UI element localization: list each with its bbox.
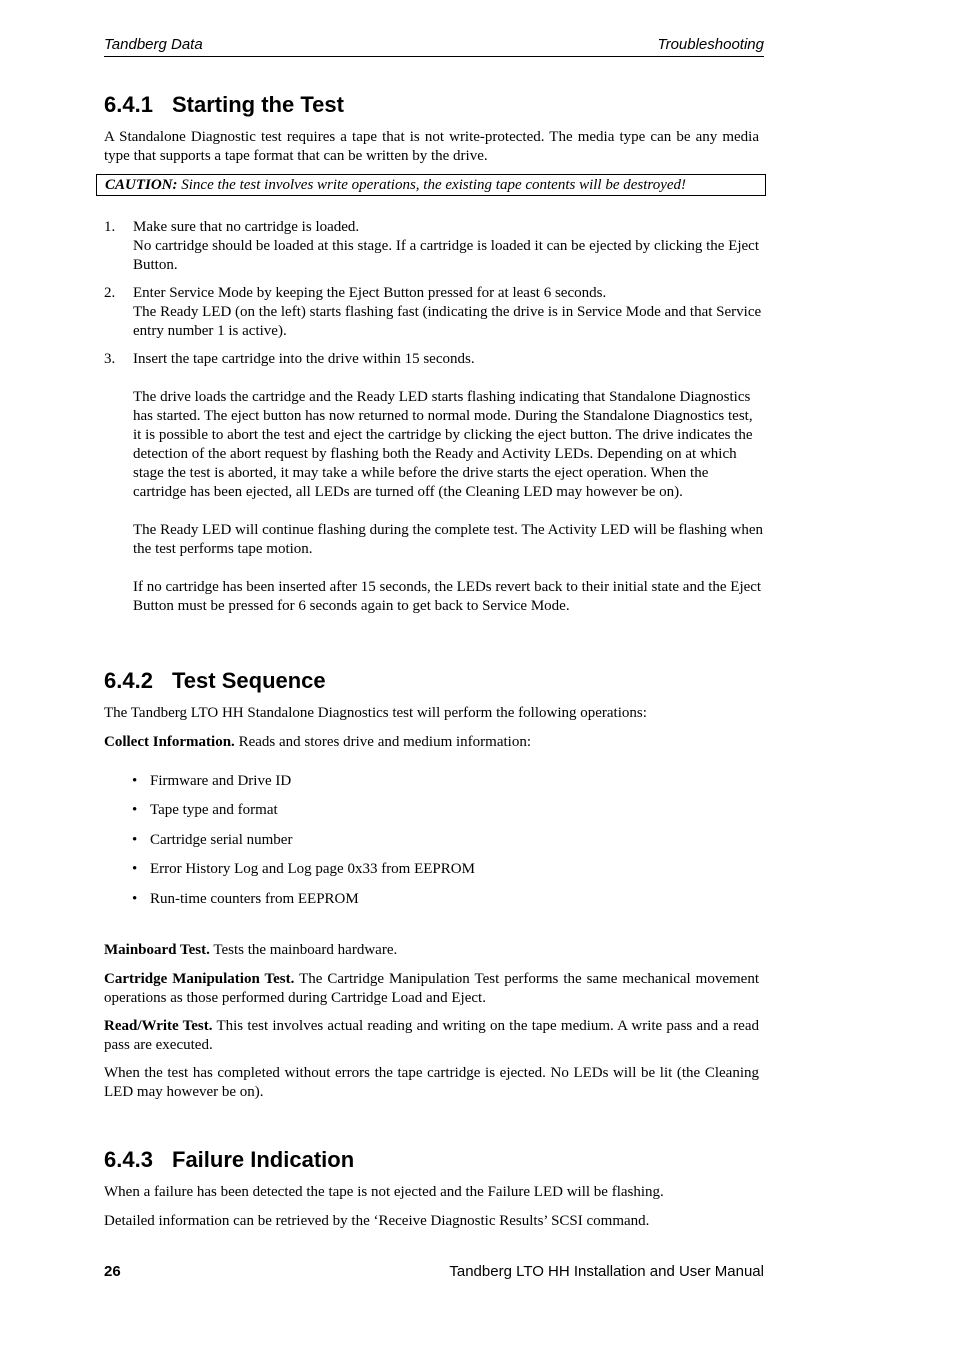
completion-paragraph: When the test has completed without errors the tape cartridge is ejected. No LEDs will be lit (the Cleaning LED may however be on). bbox=[104, 1065, 759, 1100]
step3-paragraph-3: If no cartridge has been inserted after 15 seconds, the LEDs revert back to their initial state and the Eject Button must be pressed for 6 seconds again to get back to Service Mode. bbox=[133, 579, 762, 614]
list-item-text: Tape type and format bbox=[150, 802, 278, 818]
section-heading-6-4-1 bbox=[104, 92, 344, 118]
mainboard-test-paragraph bbox=[104, 941, 759, 960]
list-item-text: Firmware and Drive ID bbox=[150, 773, 292, 789]
section-heading-6-4-2 bbox=[104, 668, 326, 694]
list-item-text: Run-time counters from EEPROM bbox=[150, 891, 359, 907]
failure-paragraph-1: When a failure has been detected the tape is not ejected and the Failure LED will be flashing. bbox=[104, 1184, 664, 1200]
bullet-icon: • bbox=[132, 861, 138, 877]
page-footer bbox=[104, 1263, 764, 1283]
section-number: 6.4.3 bbox=[104, 1147, 153, 1172]
footer-manual-title: Tandberg LTO HH Installation and User Manual bbox=[449, 1263, 764, 1280]
section-heading-6-4-3 bbox=[104, 1147, 354, 1173]
step-line: Make sure that no cartridge is loaded. bbox=[133, 219, 360, 235]
mainboard-label: Mainboard Test. bbox=[104, 942, 210, 958]
step-line: Enter Service Mode by keeping the Eject Button pressed for at least 6 seconds. bbox=[133, 285, 607, 301]
collect-text: Reads and stores drive and medium information: bbox=[234, 734, 531, 750]
caution-text: Since the test involves write operations, the existing tape contents will be destroyed! bbox=[177, 177, 687, 193]
cartridge-text: The Cartridge Manipulation Test performs the same mechanical movement operations as those performed during Cartridge Load and Eject. bbox=[104, 971, 759, 1006]
section-number: 6.4.1 bbox=[104, 92, 153, 117]
bullet-icon: • bbox=[132, 802, 138, 818]
page-header bbox=[104, 36, 764, 57]
section-intro: The Tandberg LTO HH Standalone Diagnostics test will perform the following operations: bbox=[104, 705, 647, 721]
step-line: The Ready LED (on the left) starts flashing fast (indicating the drive is in Service Mode and that Service entry number 1 is active). bbox=[133, 304, 762, 339]
section-title: Starting the Test bbox=[172, 92, 344, 117]
step-number: 3. bbox=[104, 351, 116, 367]
read-write-text: This test involves actual reading and writing on the tape medium. A write pass and a read pass are executed. bbox=[104, 1018, 759, 1053]
section-number: 6.4.2 bbox=[104, 668, 153, 693]
caution-label: CAUTION: bbox=[105, 177, 178, 193]
step3-paragraph-2: The Ready LED will continue flashing during the complete test. The Activity LED will be flashing when the test performs tape motion. bbox=[133, 522, 763, 557]
step-number: 2. bbox=[104, 285, 116, 301]
collect-label: Collect Information. bbox=[104, 734, 235, 750]
list-item-text: Error History Log and Log page 0x33 from EEPROM bbox=[150, 861, 475, 877]
collect-information-paragraph bbox=[104, 733, 759, 752]
bullet-icon: • bbox=[132, 832, 138, 848]
cartridge-label: Cartridge Manipulation Test. bbox=[104, 971, 295, 987]
failure-paragraph-2: Detailed information can be retrieved by the ‘Receive Diagnostic Results’ SCSI command. bbox=[104, 1213, 650, 1229]
header-company: Tandberg Data bbox=[104, 36, 203, 53]
section-title: Failure Indication bbox=[172, 1147, 355, 1172]
list-item-text: Cartridge serial number bbox=[150, 832, 293, 848]
mainboard-text: Tests the mainboard hardware. bbox=[209, 942, 398, 958]
cartridge-test-paragraph bbox=[104, 970, 759, 1008]
bullet-icon: • bbox=[132, 891, 138, 907]
read-write-test-paragraph bbox=[104, 1017, 759, 1055]
caution-box bbox=[96, 174, 766, 196]
step-line: No cartridge should be loaded at this stage. If a cartridge is loaded it can be ejected by clicking the Eject Button. bbox=[133, 238, 760, 273]
read-write-label: Read/Write Test. bbox=[104, 1018, 213, 1034]
section-title: Test Sequence bbox=[172, 668, 326, 693]
header-chapter: Troubleshooting bbox=[657, 36, 764, 53]
section-intro: A Standalone Diagnostic test requires a tape that is not write-protected. The media type can be any media type that supports a tape format that can be written by the drive. bbox=[104, 129, 759, 164]
bullet-icon: • bbox=[132, 773, 138, 789]
step3-paragraph-1: The drive loads the cartridge and the Ready LED starts flashing indicating that Standalone Diagnostics has started. The eject button has now returned to normal mode. During the Standalone Diagnostics test, it is possible to abort the test and eject the cartridge by clicking the eject button. The drive indicates the detection of the abort request by flashing both the Ready and Activity LEDs. Depending on at which stage the test is aborted, it may take a while before the drive starts the eject operation. When the cartridge has been ejected, all LEDs are turned off (the Cleaning LED may however be on). bbox=[133, 389, 753, 500]
step-line: Insert the tape cartridge into the drive within 15 seconds. bbox=[133, 351, 475, 367]
page-number: 26 bbox=[104, 1263, 121, 1280]
step-number: 1. bbox=[104, 219, 116, 235]
